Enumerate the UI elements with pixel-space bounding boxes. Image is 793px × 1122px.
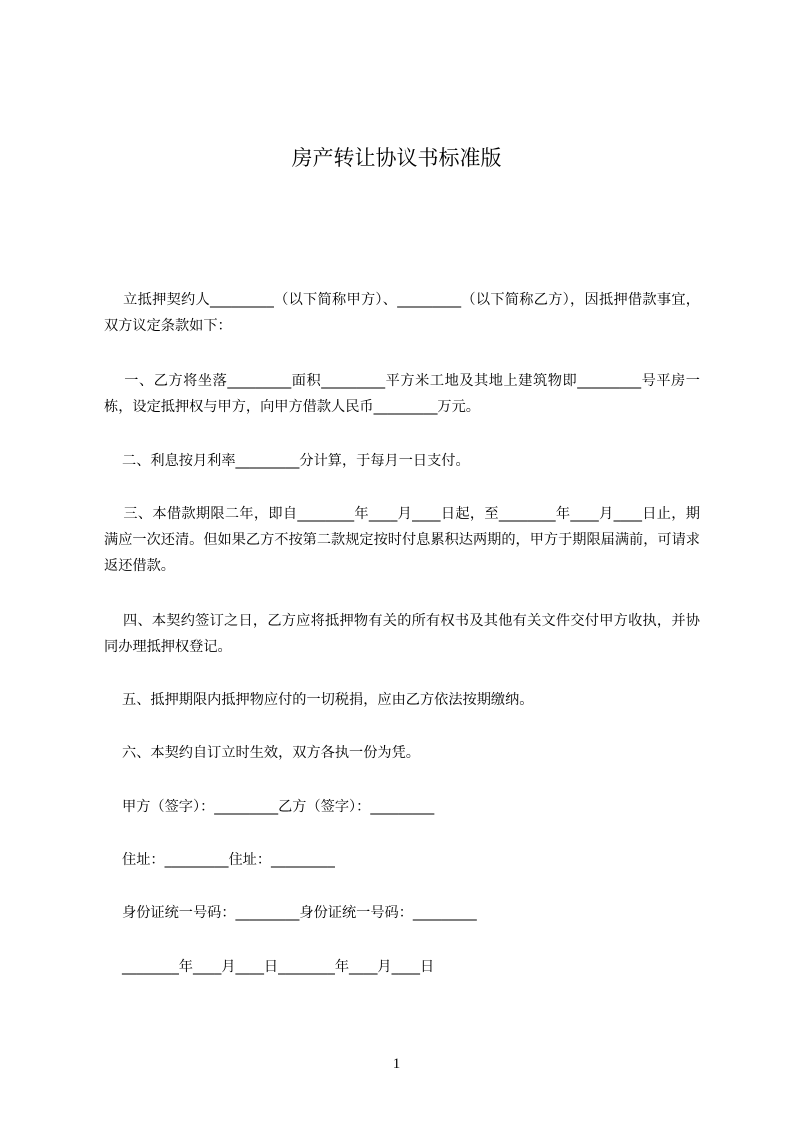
address-line: 住址：_________住址：_________ bbox=[104, 852, 335, 868]
page-number: 1 bbox=[392, 1056, 401, 1072]
document-title: 房产转让协议书标准版 bbox=[291, 146, 502, 170]
signature-line: 甲方（签字）：_________乙方（签字）：_________ bbox=[104, 799, 435, 815]
paragraph-clause-5: 五、抵押期限内抵押物应付的一切税捐，应由乙方依法按期缴纳。 bbox=[104, 692, 534, 708]
paragraph-clause-3: 三、本借款期限二年，即自________年____月____日起，至________年____月____日止，期满应一次还清。但如果乙方不按第二款规定按时付息累积达两期的，甲方于期限届满前，可请求返还借款。 bbox=[104, 506, 700, 574]
paragraph-clause-4: 四、本契约签订之日，乙方应将抵押物有关的所有权书及其他有关文件交付甲方收执，并协同办理抵押权登记。 bbox=[104, 613, 700, 655]
id-number-line: 身份证统一号码：_________身份证统一号码：_________ bbox=[104, 905, 477, 921]
paragraph-clause-2: 二、利息按月利率_________分计算，于每月一日支付。 bbox=[104, 453, 470, 469]
paragraph-clause-6: 六、本契约自订立时生效，双方各执一份为凭。 bbox=[104, 745, 420, 761]
date-line: ________年____月____日________年____月____日 bbox=[104, 959, 435, 975]
paragraph-clause-1: 一、乙方将坐落_________面积_________平方米工地及其地上建筑物即_________号平房一栋，设定抵押权与甲方，向甲方借款人民币_________万元。 bbox=[104, 373, 700, 415]
paragraph-preamble: 立抵押契约人_________（以下简称甲方）、_________（以下简称乙方），因抵押借款事宜，双方议定条款如下： bbox=[104, 292, 700, 334]
